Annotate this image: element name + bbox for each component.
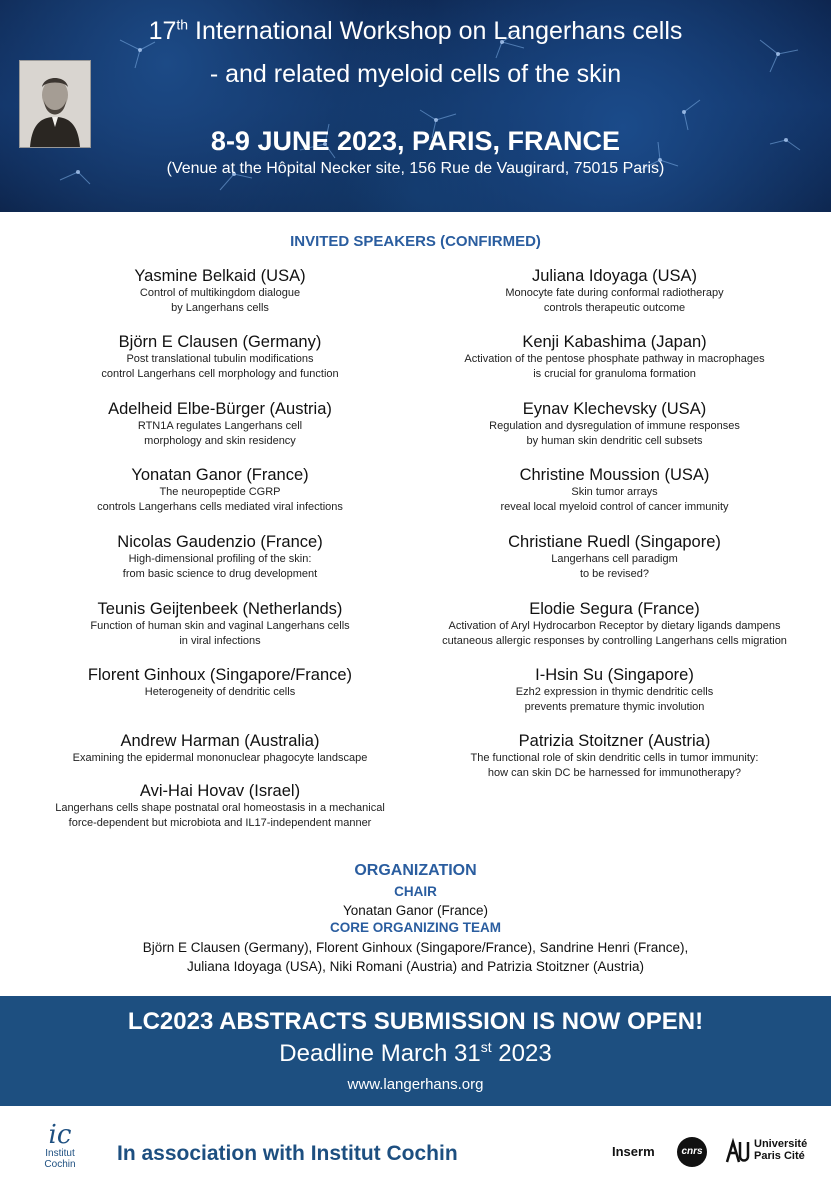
speaker-name: Juliana Idoyaga (USA) [531,267,698,285]
core-team-label: CORE ORGANIZING TEAM [330,920,501,935]
talk-title-line2: control Langerhans cell morphology and function [101,368,339,380]
talk-title-line1: Heterogeneity of dendritic cells [144,686,296,698]
speaker-name: I-Hsin Su (Singapore) [535,666,694,684]
core-team-line1: Björn E Clausen (Germany), Florent Ginhoux (Singapore/France), Sandrine Henri (France), [142,940,689,955]
speaker-entry [20,399,420,449]
speaker-entry [20,266,420,316]
talk-title-line2: in viral infections [179,635,261,647]
core-team-line2: Juliana Idoyaga (USA), Niki Romani (Austria) and Patrizia Stoitzner (Austria) [187,959,644,974]
event-date: 8-9 JUNE 2023, PARIS, FRANCE [210,126,621,156]
speaker-entry [20,731,420,766]
speaker-entry [412,465,817,515]
speaker-entry [20,465,420,515]
talk-title-line2: prevents premature thymic involution [524,701,705,713]
speaker-name: Nicolas Gaudenzio (France) [117,533,323,551]
institut-cochin-logo: ic Institut Cochin [32,1122,88,1170]
event-venue: (Venue at the Hôpital Necker site, 156 Rue de Vaugirard, 75015 Paris) [166,160,665,177]
talk-title-line1: Monocyte fate during conformal radiotherapy [505,287,724,299]
talk-title-line1: Activation of Aryl Hydrocarbon Receptor by dietary ligands dampens [448,620,781,632]
invited-speakers-heading: INVITED SPEAKERS (CONFIRMED) [290,233,541,250]
speaker-entry [20,781,420,831]
talk-title-line2: by human skin dendritic cell subsets [526,435,703,447]
speaker-name: Adelheid Elbe-Bürger (Austria) [108,400,332,418]
speaker-name: Avi-Hai Hovav (Israel) [139,782,301,800]
talk-title-line2: reveal local myeloid control of cancer immunity [500,501,729,513]
talk-title-line2: to be revised? [579,568,650,580]
talk-title-line1: Skin tumor arrays [571,486,658,498]
ic-mark: ic [48,1120,72,1150]
talk-title-line1: Regulation and dysregulation of immune responses [489,420,740,432]
speaker-name: Björn E Clausen (Germany) [118,333,322,351]
speaker-name: Teunis Geijtenbeek (Netherlands) [97,600,343,618]
deadline-text: Deadline March 31st 2023 [279,1039,552,1067]
speaker-entry [412,665,817,715]
talk-title-line1: Control of multikingdom dialogue [139,287,301,299]
chair-name: Yonatan Ganor (France) [342,903,489,918]
speaker-name: Yonatan Ganor (France) [131,466,309,484]
speaker-entry [20,599,420,649]
talk-title-line2: controls Langerhans cells mediated viral infections [97,501,343,513]
speaker-entry [412,332,817,382]
submission-banner [0,996,831,1106]
speaker-name: Yasmine Belkaid (USA) [134,267,306,285]
header-banner [0,0,831,212]
chair-label: CHAIR [394,884,437,899]
workshop-title-line2: - and related myeloid cells of the skin [209,60,622,88]
speaker-name: Christine Moussion (USA) [519,466,710,484]
talk-title-line2: is crucial for granuloma formation [533,368,696,380]
universite-paris-cite-logo: Université Paris Cité [724,1138,750,1169]
talk-title-line1: Ezh2 expression in thymic dendritic cells [515,686,714,698]
up-emblem-icon [724,1138,750,1164]
speaker-entry [412,731,817,781]
talk-title-line2: morphology and skin residency [144,435,296,447]
submission-open-text: LC2023 ABSTRACTS SUBMISSION IS NOW OPEN! [127,1008,704,1035]
speaker-entry [412,399,817,449]
speaker-entry [412,599,817,649]
speaker-name: Elodie Segura (France) [529,600,700,618]
speaker-entry [20,532,420,582]
organization-heading: ORGANIZATION [354,862,477,879]
talk-title-line2: from basic science to drug development [122,568,318,580]
talk-title-line1: Activation of the pentose phosphate pathway in macrophages [464,353,765,365]
talk-title-line1: Langerhans cell paradigm [551,553,678,565]
speaker-name: Florent Ginhoux (Singapore/France) [87,666,353,684]
talk-title-line2: controls therapeutic outcome [543,302,686,314]
speaker-name: Patrizia Stoitzner (Austria) [518,732,711,750]
talk-title-line1: Post translational tubulin modifications [126,353,314,365]
talk-title-line1: Examining the epidermal mononuclear phagocyte landscape [72,752,368,764]
speaker-name: Eynav Klechevsky (USA) [522,400,707,418]
workshop-title-line1: 17th International Workshop on Langerhans cells [148,16,683,45]
talk-title-line2: how can skin DC be harnessed for immunotherapy? [487,767,742,779]
talk-title-line2: force-dependent but microbiota and IL17-independent manner [68,817,372,829]
cnrs-logo: cnrs [677,1137,707,1167]
association-text: In association with Institut Cochin [117,1142,458,1165]
talk-title-line2: cutaneous allergic responses by controlling Langerhans cells migration [442,635,787,647]
inserm-logo: Inserm [612,1144,655,1159]
talk-title-line2: by Langerhans cells [171,302,269,314]
talk-title-line1: RTN1A regulates Langerhans cell [137,420,303,432]
speaker-name: Andrew Harman (Australia) [120,732,320,750]
talk-title-line1: Langerhans cells shape postnatal oral homeostasis in a mechanical [55,802,385,814]
website-link[interactable]: www.langerhans.org [347,1076,484,1093]
speaker-entry [412,532,817,582]
talk-title-line1: High-dimensional profiling of the skin: [128,553,312,565]
talk-title-line1: Function of human skin and vaginal Langerhans cells [90,620,350,632]
speaker-name: Christiane Ruedl (Singapore) [508,533,721,551]
talk-title-line1: The functional role of skin dendritic cells in tumor immunity: [470,752,759,764]
speaker-name: Kenji Kabashima (Japan) [522,333,707,351]
speaker-entry [20,665,420,700]
speaker-entry [412,266,817,316]
speaker-entry [20,332,420,382]
talk-title-line1: The neuropeptide CGRP [159,486,281,498]
